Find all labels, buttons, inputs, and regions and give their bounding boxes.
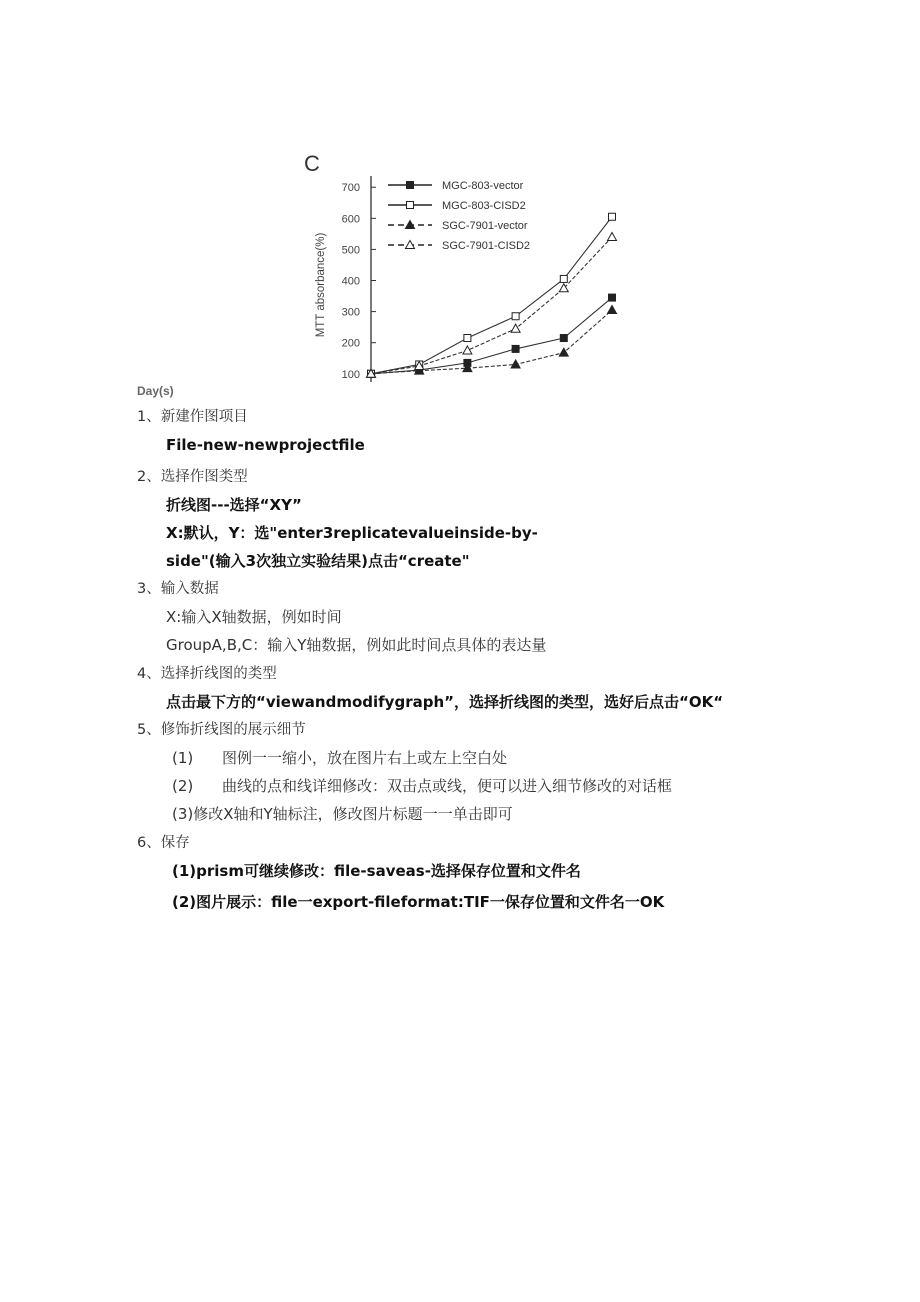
section-5-item-1-text: 图例一一缩小，放在图片右上或左上空白处 — [222, 749, 508, 767]
chart-axes — [315, 176, 376, 382]
y-tick-label: 700 — [341, 182, 360, 195]
section-1-title: 1、新建作图项目 — [137, 409, 248, 425]
legend-entry — [388, 180, 524, 192]
data-point — [407, 182, 414, 189]
legend-label: SGC-7901-CISD2 — [442, 240, 531, 252]
y-tick-label: 400 — [341, 275, 360, 288]
section-2-line-1: 折线图---选择“XY” — [166, 496, 302, 514]
series-sgc-7901-vector — [367, 306, 617, 378]
section-6-line-2: (2)图片展示：file一export-fileformat:TIF一保存位置和文件名一OK — [172, 893, 665, 911]
section-3-line-1: X:输入X轴数据，例如时间 — [166, 608, 342, 626]
data-point — [609, 294, 616, 301]
chart-series-layer — [367, 213, 617, 377]
data-point — [512, 345, 519, 352]
data-point — [560, 335, 567, 342]
series-line — [371, 298, 612, 374]
section-5-item-1 — [172, 748, 507, 768]
section-5-item-1-number: (1) — [172, 749, 194, 767]
section-3-title: 3、输入数据 — [137, 581, 219, 597]
data-point — [407, 202, 414, 209]
data-point — [463, 346, 472, 354]
legend-label: MGC-803-CISD2 — [442, 200, 526, 212]
section-2-title: 2、选择作图类型 — [137, 469, 248, 485]
series-mgc-803-vector — [368, 294, 616, 377]
section-5-extra: (3)修改X轴和Y轴标注，修改图片标题一一单击即可 — [172, 805, 513, 823]
series-line — [371, 237, 612, 374]
panel-label: C — [304, 151, 320, 176]
mtt-line-chart — [290, 140, 620, 390]
data-point — [609, 213, 616, 220]
legend-entry — [388, 220, 528, 232]
section-5-item-2-number: (2) — [172, 777, 194, 795]
section-4-line-1: 点击最下方的“viewandmodifygraph”，选择折线图的类型，选好后点击“OK“ — [166, 693, 724, 711]
legend-entry — [388, 200, 526, 212]
data-point — [560, 275, 567, 282]
section-6-title: 6、保存 — [137, 835, 190, 851]
y-tick-label: 600 — [341, 213, 360, 226]
y-axis-label: MTT absorbance(%) — [315, 232, 327, 338]
y-tick-label: 100 — [341, 368, 360, 381]
data-point — [511, 360, 520, 368]
section-5-item-2-text: 曲线的点和线详细修改：双击点或线，便可以进入细节修改的对话框 — [222, 777, 673, 795]
section-4-title: 4、选择折线图的类型 — [137, 666, 277, 682]
section-5-item-2 — [172, 776, 672, 796]
chart-legend — [388, 180, 530, 252]
series-line — [371, 310, 612, 374]
data-point — [512, 313, 519, 320]
series-mgc-803-cisd2 — [368, 213, 616, 377]
section-6-line-1: (1)prism可继续修改：file-saveas-选择保存位置和文件名 — [172, 862, 581, 880]
y-tick-label: 300 — [341, 306, 360, 319]
y-tick-label: 200 — [341, 337, 360, 350]
legend-label: MGC-803-vector — [442, 180, 524, 192]
data-point — [608, 306, 617, 314]
legend-entry — [388, 240, 530, 252]
legend-label: SGC-7901-vector — [442, 220, 528, 232]
x-axis-label: Day(s) — [137, 384, 174, 398]
section-2-line-3: side"(输入3次独立实验结果)点击“create" — [166, 552, 470, 570]
y-tick-label: 500 — [341, 244, 360, 257]
section-3-line-2: GroupA,B,C：输入Y轴数据，例如此时间点具体的表达量 — [166, 636, 547, 654]
data-point — [464, 335, 471, 342]
data-point — [608, 232, 617, 240]
section-5-title: 5、修饰折线图的展示细节 — [137, 722, 306, 738]
section-2-line-2: X:默认，Y：选"enter3replicatevalueinside-by- — [166, 524, 538, 542]
section-1-line-1: File-new-newprojectfile — [166, 436, 365, 454]
